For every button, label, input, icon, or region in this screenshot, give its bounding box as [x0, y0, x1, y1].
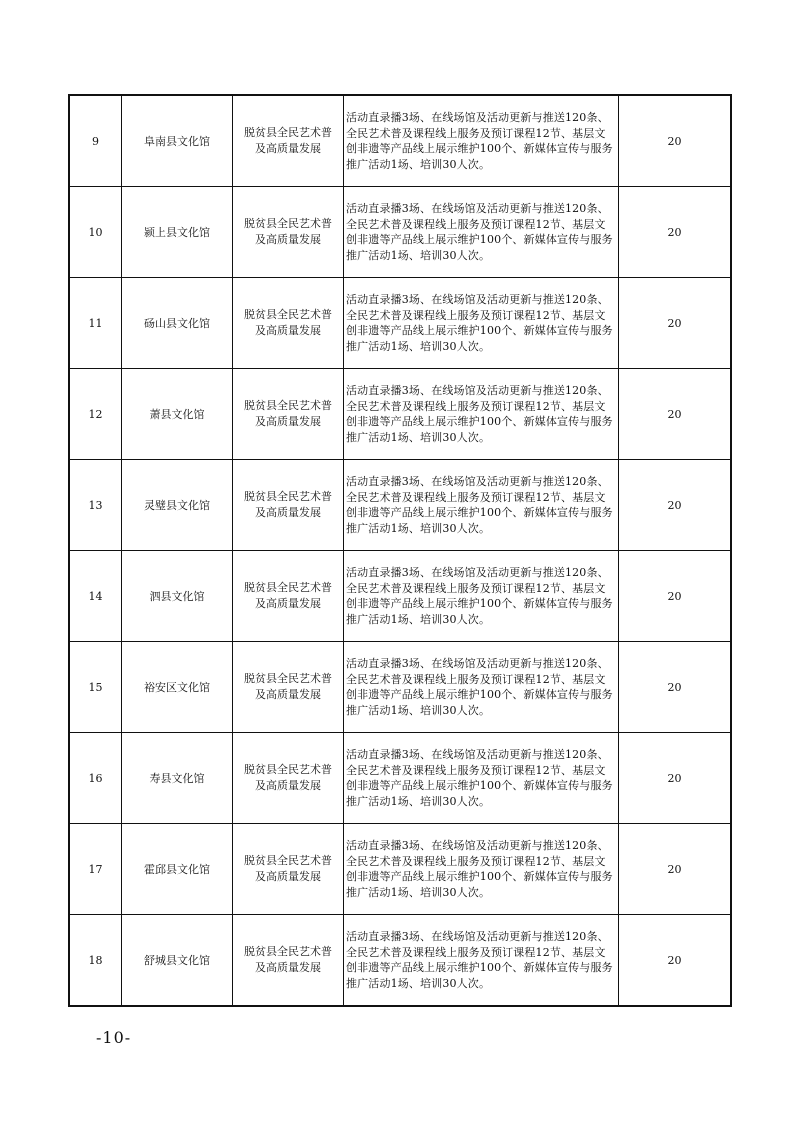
table-row	[69, 915, 731, 1007]
unit-name: 舒城县文化馆	[144, 954, 210, 967]
project-name-line2: 及高质量发展	[255, 324, 321, 337]
allocation-table-container	[68, 94, 732, 1007]
amount-cell	[619, 642, 732, 733]
project-name-cell	[233, 369, 344, 460]
amount-cell	[619, 95, 732, 187]
project-content-cell	[344, 824, 619, 915]
project-content: 活动直录播3场、在线场馆及活动更新与推送120条、全民艺术普及课程线上服务及预订课程12节、基层文创非遗等产品线上展示维护100个、新媒体宣传与服务推广活动1场、培训30人次。	[346, 202, 613, 262]
amount-value: 20	[667, 316, 682, 330]
row-number-cell	[69, 551, 122, 642]
unit-name: 萧县文化馆	[149, 408, 205, 421]
project-name-cell	[233, 187, 344, 278]
amount-value: 20	[667, 680, 682, 694]
project-name-line2: 及高质量发展	[255, 961, 321, 974]
unit-name: 霍邱县文化馆	[144, 863, 210, 876]
project-name-cell	[233, 460, 344, 551]
amount-value: 20	[667, 589, 682, 603]
row-number: 12	[88, 407, 103, 421]
row-number-cell	[69, 95, 122, 187]
table-row	[69, 551, 731, 642]
project-name-line1: 脱贫县全民艺术普	[244, 399, 332, 412]
amount-cell	[619, 460, 732, 551]
project-content-cell	[344, 460, 619, 551]
project-name-line1: 脱贫县全民艺术普	[244, 581, 332, 594]
project-content: 活动直录播3场、在线场馆及活动更新与推送120条、全民艺术普及课程线上服务及预订课程12节、基层文创非遗等产品线上展示维护100个、新媒体宣传与服务推广活动1场、培训30人次。	[346, 384, 613, 444]
amount-cell	[619, 915, 732, 1007]
project-content: 活动直录播3场、在线场馆及活动更新与推送120条、全民艺术普及课程线上服务及预订课程12节、基层文创非遗等产品线上展示维护100个、新媒体宣传与服务推广活动1场、培训30人次。	[346, 748, 613, 808]
project-name-line1: 脱贫县全民艺术普	[244, 854, 332, 867]
project-content-cell	[344, 278, 619, 369]
unit-name-cell	[122, 460, 233, 551]
project-name-line1: 脱贫县全民艺术普	[244, 217, 332, 230]
amount-cell	[619, 551, 732, 642]
amount-value: 20	[667, 225, 682, 239]
amount-value: 20	[667, 953, 682, 967]
unit-name-cell	[122, 824, 233, 915]
unit-name: 灵璧县文化馆	[144, 499, 210, 512]
project-content: 活动直录播3场、在线场馆及活动更新与推送120条、全民艺术普及课程线上服务及预订课程12节、基层文创非遗等产品线上展示维护100个、新媒体宣传与服务推广活动1场、培训30人次。	[346, 839, 613, 899]
project-name-cell	[233, 551, 344, 642]
project-name-cell	[233, 733, 344, 824]
unit-name: 裕安区文化馆	[144, 681, 210, 694]
row-number-cell	[69, 642, 122, 733]
project-name-line2: 及高质量发展	[255, 688, 321, 701]
amount-value: 20	[667, 771, 682, 785]
unit-name: 砀山县文化馆	[144, 317, 210, 330]
project-name-cell	[233, 824, 344, 915]
table-row	[69, 642, 731, 733]
project-name-line1: 脱贫县全民艺术普	[244, 490, 332, 503]
project-content-cell	[344, 733, 619, 824]
project-content-cell	[344, 551, 619, 642]
unit-name: 颍上县文化馆	[144, 226, 210, 239]
unit-name-cell	[122, 733, 233, 824]
row-number-cell	[69, 369, 122, 460]
project-content: 活动直录播3场、在线场馆及活动更新与推送120条、全民艺术普及课程线上服务及预订课程12节、基层文创非遗等产品线上展示维护100个、新媒体宣传与服务推广活动1场、培训30人次。	[346, 475, 613, 535]
row-number: 16	[88, 771, 103, 785]
row-number: 9	[92, 134, 99, 148]
row-number: 15	[88, 680, 103, 694]
row-number-cell	[69, 187, 122, 278]
amount-cell	[619, 824, 732, 915]
project-content: 活动直录播3场、在线场馆及活动更新与推送120条、全民艺术普及课程线上服务及预订课程12节、基层文创非遗等产品线上展示维护100个、新媒体宣传与服务推广活动1场、培训30人次。	[346, 930, 613, 990]
row-number: 13	[88, 498, 103, 512]
unit-name-cell	[122, 551, 233, 642]
project-name-line2: 及高质量发展	[255, 142, 321, 155]
amount-value: 20	[667, 407, 682, 421]
unit-name: 泗县文化馆	[149, 590, 205, 603]
project-name-line2: 及高质量发展	[255, 870, 321, 883]
unit-name-cell	[122, 369, 233, 460]
project-name-cell	[233, 915, 344, 1007]
project-name-line2: 及高质量发展	[255, 779, 321, 792]
project-content: 活动直录播3场、在线场馆及活动更新与推送120条、全民艺术普及课程线上服务及预订课程12节、基层文创非遗等产品线上展示维护100个、新媒体宣传与服务推广活动1场、培训30人次。	[346, 657, 613, 717]
table-body	[69, 95, 731, 1006]
row-number: 10	[88, 225, 103, 239]
project-content-cell	[344, 642, 619, 733]
table-row	[69, 95, 731, 187]
table-row	[69, 460, 731, 551]
page-number: -10-	[96, 1028, 132, 1047]
project-content-cell	[344, 95, 619, 187]
project-name-line1: 脱贫县全民艺术普	[244, 126, 332, 139]
project-name-line1: 脱贫县全民艺术普	[244, 672, 332, 685]
project-name-line2: 及高质量发展	[255, 415, 321, 428]
unit-name-cell	[122, 278, 233, 369]
row-number-cell	[69, 733, 122, 824]
table-row	[69, 187, 731, 278]
project-content: 活动直录播3场、在线场馆及活动更新与推送120条、全民艺术普及课程线上服务及预订课程12节、基层文创非遗等产品线上展示维护100个、新媒体宣传与服务推广活动1场、培训30人次。	[346, 293, 613, 353]
project-content: 活动直录播3场、在线场馆及活动更新与推送120条、全民艺术普及课程线上服务及预订课程12节、基层文创非遗等产品线上展示维护100个、新媒体宣传与服务推广活动1场、培训30人次。	[346, 566, 613, 626]
table-row	[69, 369, 731, 460]
row-number-cell	[69, 278, 122, 369]
project-name-line2: 及高质量发展	[255, 506, 321, 519]
project-name-line1: 脱贫县全民艺术普	[244, 945, 332, 958]
amount-value: 20	[667, 134, 682, 148]
project-content-cell	[344, 369, 619, 460]
amount-value: 20	[667, 862, 682, 876]
unit-name-cell	[122, 915, 233, 1007]
project-name-cell	[233, 95, 344, 187]
table-row	[69, 824, 731, 915]
amount-cell	[619, 187, 732, 278]
row-number-cell	[69, 460, 122, 551]
row-number: 18	[88, 953, 103, 967]
project-name-line2: 及高质量发展	[255, 233, 321, 246]
project-content: 活动直录播3场、在线场馆及活动更新与推送120条、全民艺术普及课程线上服务及预订课程12节、基层文创非遗等产品线上展示维护100个、新媒体宣传与服务推广活动1场、培训30人次。	[346, 111, 613, 171]
unit-name-cell	[122, 642, 233, 733]
row-number: 14	[88, 589, 103, 603]
project-name-line1: 脱贫县全民艺术普	[244, 763, 332, 776]
amount-cell	[619, 278, 732, 369]
project-content-cell	[344, 187, 619, 278]
project-name-line1: 脱贫县全民艺术普	[244, 308, 332, 321]
amount-cell	[619, 733, 732, 824]
table-row	[69, 733, 731, 824]
table-row	[69, 278, 731, 369]
project-name-cell	[233, 278, 344, 369]
unit-name-cell	[122, 187, 233, 278]
unit-name-cell	[122, 95, 233, 187]
allocation-table	[68, 94, 732, 1007]
project-name-line2: 及高质量发展	[255, 597, 321, 610]
unit-name: 阜南县文化馆	[144, 135, 210, 148]
unit-name: 寿县文化馆	[149, 772, 205, 785]
row-number-cell	[69, 915, 122, 1007]
amount-value: 20	[667, 498, 682, 512]
row-number: 11	[88, 316, 103, 330]
project-content-cell	[344, 915, 619, 1007]
amount-cell	[619, 369, 732, 460]
project-name-cell	[233, 642, 344, 733]
row-number: 17	[88, 862, 103, 876]
row-number-cell	[69, 824, 122, 915]
